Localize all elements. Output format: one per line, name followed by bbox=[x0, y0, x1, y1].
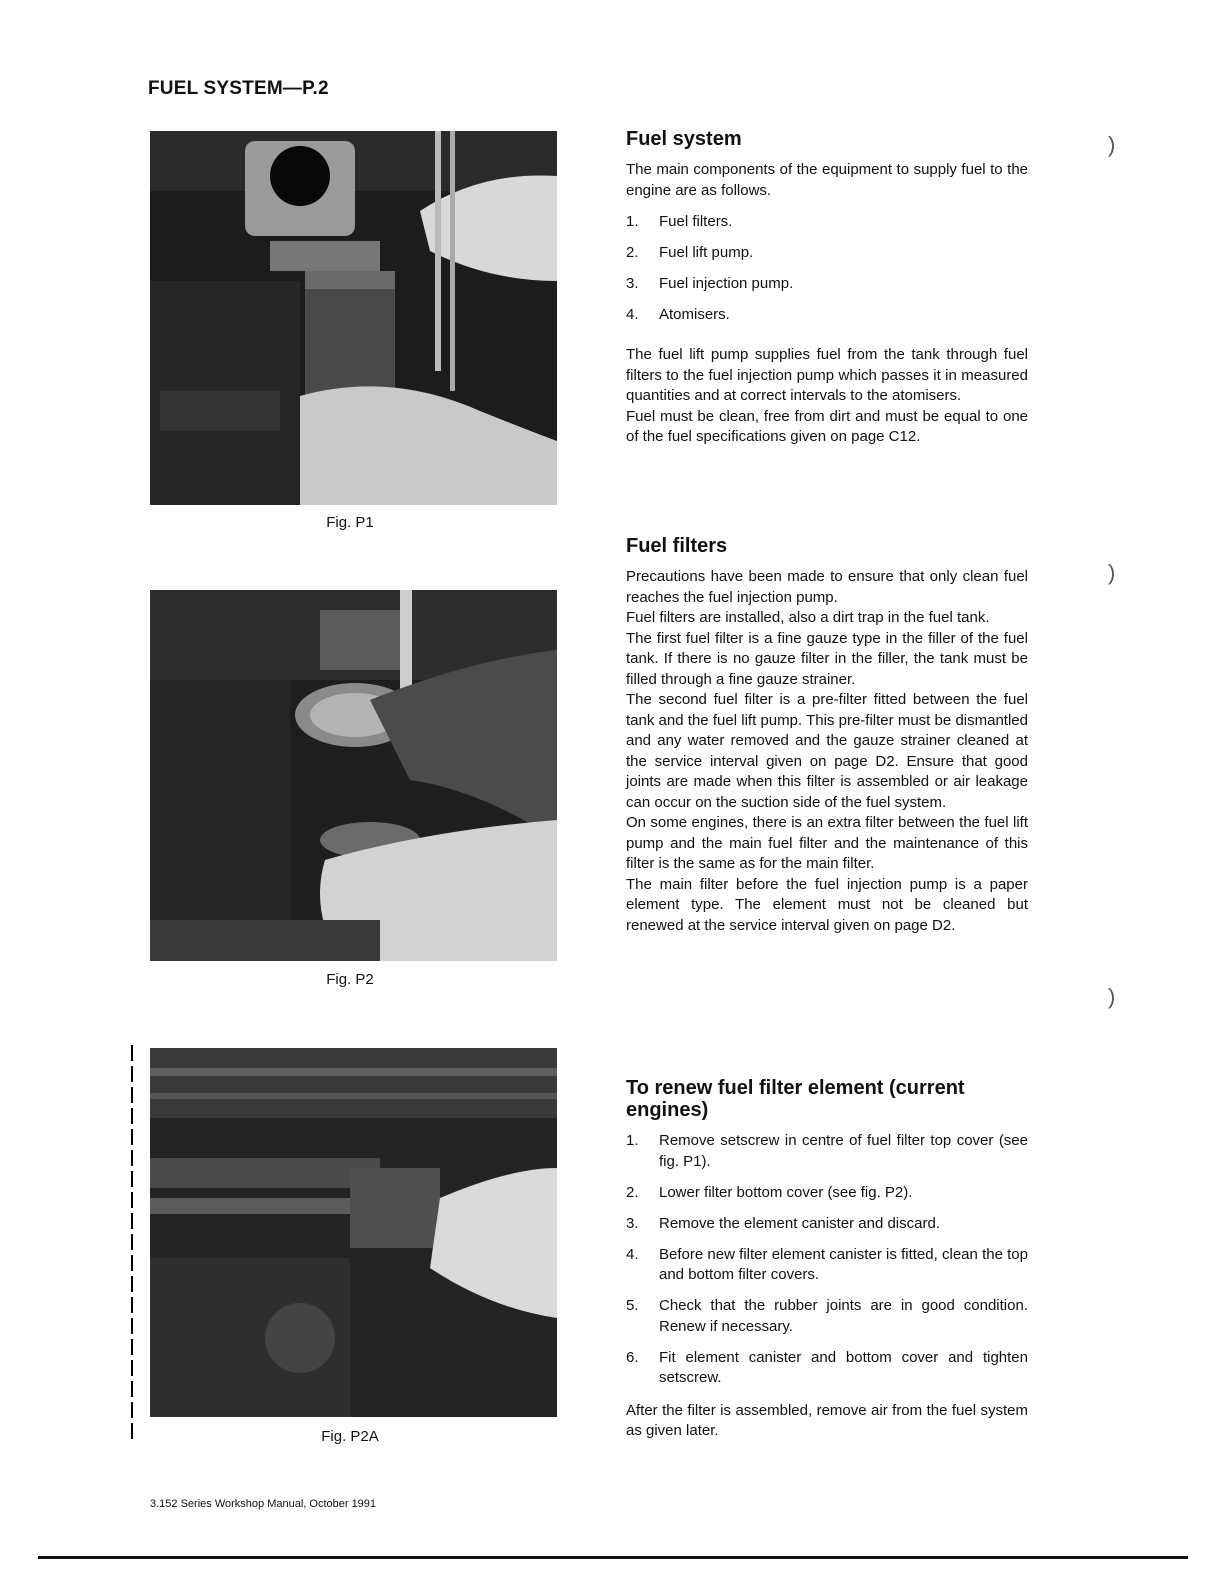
list-item: 5. Check that the rubber joints are in good condition. Renew if necessary. bbox=[626, 1297, 1028, 1335]
paragraph: The main filter before the fuel injection pump is a paper element type. The element must not be cleaned but renewed at the service interval given on page D2. bbox=[626, 875, 1028, 934]
paragraph: The fuel lift pump supplies fuel from the tank through fuel filters to the fuel injection pump which passes it in measured quantities and at correct intervals to the atomisers. bbox=[626, 346, 1028, 404]
section-renew-element bbox=[626, 1077, 1028, 1442]
figure-p2a-photo bbox=[150, 1048, 557, 1417]
list-item: 4. Atomisers. bbox=[626, 305, 730, 323]
list-item: 1. Remove setscrew in centre of fuel filter top cover (see fig. P1). bbox=[626, 1132, 1028, 1170]
paragraph: Precautions have been made to ensure that only clean fuel reaches the fuel injection pump. bbox=[626, 568, 1028, 606]
figure-p1-photo bbox=[150, 131, 557, 505]
section-fuel-filters bbox=[626, 535, 1028, 936]
paragraph: On some engines, there is an extra filter between the fuel lift pump and the main fuel filter and the maintenance of this filter is the same as for the main filter. bbox=[626, 814, 1028, 872]
page-title: FUEL SYSTEM—P.2 bbox=[148, 78, 329, 99]
list-item: 1. Fuel filters. bbox=[626, 212, 733, 230]
paragraph: After the filter is assembled, remove air from the fuel system as given later. bbox=[626, 1401, 1028, 1439]
section-heading: Fuel system bbox=[626, 128, 742, 150]
footer-text: 3.152 Series Workshop Manual, October 1991 bbox=[150, 1498, 377, 1510]
paragraph: The second fuel filter is a pre-filter fitted between the fuel tank and the fuel lift pump. This pre-filter must be dismantled and any water removed and the gauze strainer cleaned at the service interval given on page D2. Ensure that good joints are made when this filter is assembled or air leakage can occur on the suction side of the fuel system. bbox=[626, 691, 1028, 811]
figure-p2-caption: Fig. P2 bbox=[326, 971, 374, 988]
list-item: 6. Fit element canister and bottom cover and tighten setscrew. bbox=[626, 1348, 1028, 1386]
paragraph: Fuel must be clean, free from dirt and must be equal to one of the fuel specifications given on page C12. bbox=[626, 407, 1028, 445]
section-heading: Fuel filters bbox=[626, 535, 728, 557]
list-item: 2. Fuel lift pump. bbox=[626, 243, 754, 261]
list-item: 3. Fuel injection pump. bbox=[626, 274, 794, 292]
section-heading: To renew fuel filter element (current engines) bbox=[626, 1077, 965, 1121]
punch-mark: ) bbox=[1108, 984, 1116, 1009]
punch-mark: ) bbox=[1108, 560, 1116, 585]
list-item: 2. Lower filter bottom cover (see fig. P2). bbox=[626, 1183, 913, 1201]
figure-p2-photo bbox=[150, 590, 557, 961]
figure-p1-caption: Fig. P1 bbox=[326, 514, 374, 531]
bottom-rule bbox=[38, 1556, 1188, 1559]
component-list bbox=[626, 212, 1028, 326]
list-item: 4. Before new filter element canister is fitted, clean the top and bottom filter covers. bbox=[626, 1245, 1028, 1283]
punch-mark: ) bbox=[1108, 132, 1116, 157]
list-item: 3. Remove the element canister and discard. bbox=[626, 1214, 940, 1232]
section-fuel-system bbox=[626, 128, 1028, 448]
procedure-list bbox=[626, 1131, 1028, 1389]
section-intro: The main components of the equipment to supply fuel to the engine are as follows. bbox=[626, 161, 1028, 199]
revision-bar bbox=[131, 1045, 133, 1440]
paragraph: The first fuel filter is a fine gauze type in the filler of the fuel tank. If there is no gauze filter in the filler, the tank must be filled through a fine gauze strainer. bbox=[626, 629, 1028, 688]
figure-p2a-caption: Fig. P2A bbox=[321, 1428, 379, 1445]
paragraph: Fuel filters are installed, also a dirt trap in the fuel tank. bbox=[626, 609, 990, 626]
